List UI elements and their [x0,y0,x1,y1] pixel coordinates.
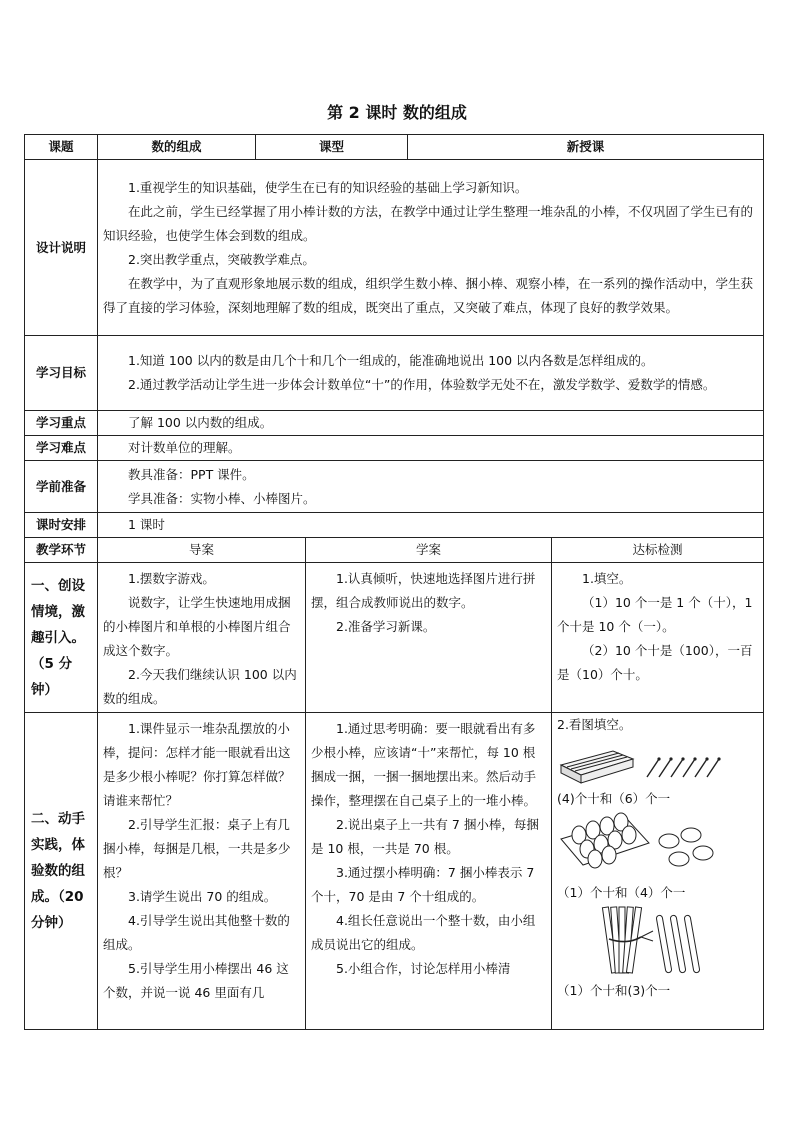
goals-p2: 2.通过教学活动让学生进一步体会计数单位“十”的作用，体验数学无处不在，激发学数学、爱数学的情感。 [128,377,716,392]
design-content [98,160,764,336]
section1-study-p2: 2.准备学习新课。 [336,619,436,634]
prep-p2: 学具准备：实物小棒、小棒图片。 [128,490,316,506]
difficulty-content [98,436,764,461]
section2-guide [98,713,306,1030]
design-p2: 在此之前，学生已经掌握了用小棒计数的方法，在教学中通过让学生整理一堆杂乱的小棒，不仅巩固了学生已有的知识经验，也使学生体会到数的组成。 [103,203,754,243]
section1-label: 一、创设情境，激趣引入。（5 分钟） [25,563,98,713]
prep-p1: 教具准备：PPT 课件。 [128,466,255,482]
section2-check-caption3: （1）个十和(3)个一 [557,983,671,998]
topic-label: 课题 [25,135,98,160]
design-p3: 2.突出教学重点，突破教学难点。 [128,251,315,267]
focus-label: 学习重点 [25,411,98,436]
section2-check-caption2: （1）个十和（4）个一 [557,885,686,900]
goals-label: 学习目标 [25,336,98,411]
section1-check-p2: （1）10 个一是 1 个（十），1 个十是 10 个（一）。 [557,595,753,634]
section2-label: 二、动手实践，体验数的组成。（20 分钟） [25,713,98,1030]
section1-check [552,563,764,713]
section1-guide-p2: 说数字，让学生快速地用成捆的小棒图片和单根的小棒图片组合成这个数字。 [103,595,291,658]
topic-value: 数的组成 [98,135,256,160]
prep-label: 学前准备 [25,461,98,513]
section2-study-p5: 5.小组合作，讨论怎样用小棒清 [336,961,511,976]
goals-p1: 1.知道 100 以内的数是由几个十和几个一组成的，能准确地说出 100 以内各数是怎样组成的。 [128,353,654,368]
section2-guide-p4: 4.引导学生说出其他整十数的组成。 [103,913,290,952]
section2-study-p3: 3.通过摆小棒明确：7 捆小棒表示 7 个十，70 是由 7 个十组成的。 [311,865,535,904]
section1-check-p3: （2）10 个十是（100），一百是（10）个十。 [557,643,753,682]
section2-study [306,713,552,1030]
prep-content [98,461,764,513]
schedule-label: 课时安排 [25,513,98,538]
section2-check-title: 2.看图填空。 [557,717,632,732]
section1-study-p1: 1.认真倾听，快速地选择图片进行拼摆，组合成教师说出的数字。 [311,571,536,610]
focus-text: 了解 100 以内数的组成。 [128,415,273,430]
col-study: 学案 [306,538,552,563]
type-label: 课型 [256,135,408,160]
design-label: 设计说明 [25,160,98,336]
section2-guide-p5: 5.引导学生用小棒摆出 46 这个数，并说一说 46 里面有几 [103,961,289,1000]
teaching-process-table [24,537,764,1030]
section2-guide-p1: 1.课件显示一堆杂乱摆放的小棒，提问：怎样才能一眼就看出这是多少根小棒呢？你打算怎样做？请谁来帮忙？ [103,721,291,808]
section2-check [552,713,764,1030]
egg-tray-picture [557,811,757,881]
section2-guide-p3: 3.请学生说出 70 的组成。 [128,889,277,904]
col-guide: 导案 [98,538,306,563]
pencil-box-picture [557,737,757,787]
section2-check-caption1: (4)个十和（6）个一 [557,791,671,806]
difficulty-label: 学习难点 [25,436,98,461]
section2-study-p2: 2.说出桌子上一共有 7 捆小棒，每捆是 10 根，一共是 70 根。 [311,817,539,856]
section2-guide-p2: 2.引导学生汇报：桌子上有几捆小棒，每捆是几根，一共是多少根？ [103,817,291,880]
stick-bundle-picture [557,905,757,979]
difficulty-text: 对计数单位的理解。 [128,440,241,455]
section1-check-p1: 1.填空。 [582,571,632,586]
schedule-text: 1 课时 [128,517,165,532]
goals-content [98,336,764,411]
type-value: 新授课 [408,135,764,160]
lesson-info-table [24,134,764,538]
col-stage: 教学环节 [25,538,98,563]
schedule-content [98,513,764,538]
section1-guide-p3: 2.今天我们继续认识 100 以内数的组成。 [103,667,297,706]
section1-study [306,563,552,713]
section2-study-p4: 4.组长任意说出一个整十数，由小组成员说出它的组成。 [311,913,536,952]
design-p4: 在教学中，为了直观形象地展示数的组成，组织学生数小棒、捆小棒、观察小棒，在一系列的操作活动中，学生获得了直接的学习体验，深刻地理解了数的组成，既突出了重点，又突破了难点，体现了良好的教学效果。 [103,275,754,315]
col-check: 达标检测 [552,538,764,563]
section2-study-p1: 1.通过思考明确：要一眼就看出有多少根小棒，应该请“十”来帮忙，每 10 根捆成一捆，一捆一捆地摆出来。然后动手操作，整理摆在自己桌子上的一堆小棒。 [311,721,537,808]
design-p1: 1.重视学生的知识基础，使学生在已有的知识经验的基础上学习新知识。 [128,179,528,195]
section1-guide [98,563,306,713]
focus-content [98,411,764,436]
page-title: 第 2 课时 数的组成 [327,103,467,122]
section1-guide-p1: 1.摆数字游戏。 [128,571,215,586]
